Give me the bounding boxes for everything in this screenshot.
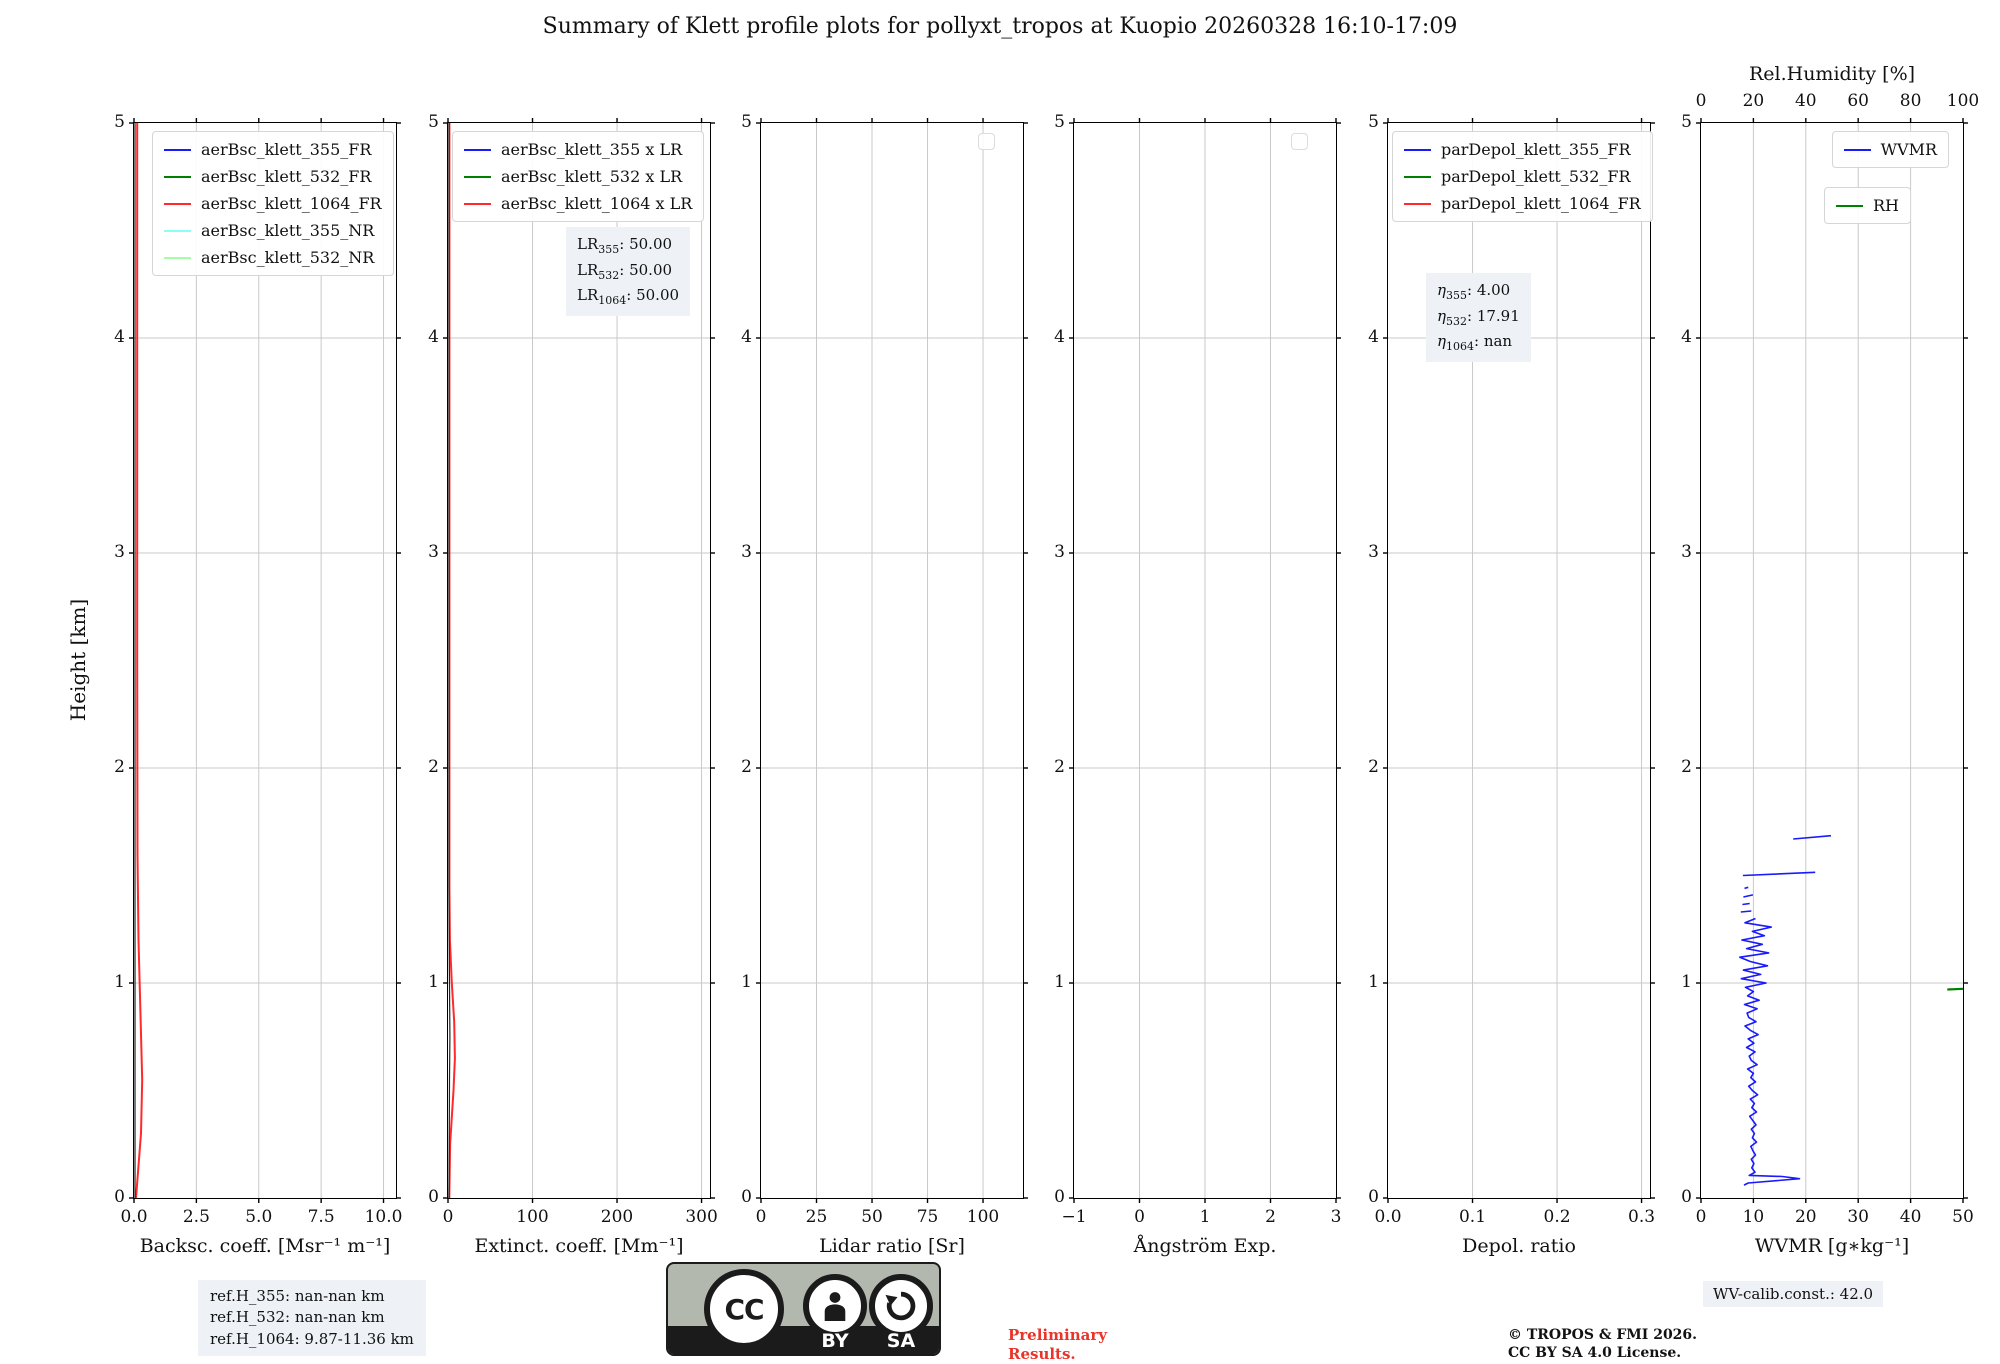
y-tick-label: 4 [114,327,125,347]
x-tick-label: 7.5 [307,1207,335,1227]
legend-item [464,140,692,159]
y-tick-label: 4 [1368,327,1379,347]
legend-label: aerBsc_klett_1064_FR [201,194,382,213]
plot-canvas-backscatter [134,123,396,1198]
annotation-box [1426,273,1531,362]
plot-canvas-wvmr [1701,123,1963,1198]
x-tick-label: 1 [1199,1207,1211,1227]
top-axis-tick-label: 20 [1742,91,1765,111]
cc-by-label: BY [821,1330,849,1352]
legend-label: aerBsc_klett_355_NR [201,221,375,240]
legend-item [1844,140,1937,159]
series-aerBsc_klett_1064_FR [136,123,142,1198]
y-tick-label: 4 [1054,327,1065,347]
legend-item [1404,194,1641,213]
legend-item [164,140,382,159]
x-axis-label: WVMR [g∗kg⁻¹] [1754,1235,1910,1257]
wv-calibration-annotation: WV-calib.const.: 42.0 [1703,1281,1883,1307]
y-tick-label: 3 [1054,542,1065,562]
plot-backscatter [114,112,403,1257]
legend-line-swatch [1404,149,1431,151]
x-tick-label: 40 [1899,1207,1922,1227]
x-tick-label: 0.2 [1543,1207,1571,1227]
x-tick-label: 300 [685,1207,718,1227]
person-icon [816,1287,854,1325]
legend-label: WVMR [1880,140,1937,159]
series-WVMR [1741,911,1752,912]
legend-line-swatch [464,149,491,151]
legend-label: RH [1873,196,1899,215]
x-tick-label: 75 [916,1207,939,1227]
annotation-line: $LR_{355}$: 50.00 [577,235,673,256]
plot-canvas-angstrom [1074,123,1336,1198]
legend-item [464,167,692,186]
x-axis-label: Backsc. coeff. [Msr⁻¹ m⁻¹] [139,1235,391,1257]
x-tick-label: 0.3 [1628,1207,1656,1227]
y-tick-label: 5 [1681,112,1692,132]
y-tick-label: 2 [428,757,439,777]
copyright-line-1: © TROPOS & FMI 2026. [1508,1327,1698,1343]
legend [1392,131,1653,222]
legend-label: aerBsc_klett_355_FR [201,140,372,159]
legend-label: parDepol_klett_355_FR [1441,140,1631,159]
x-tick-label: 5.0 [245,1207,273,1227]
legend-item [464,194,692,213]
plot-wvmr [1681,63,1980,1257]
x-axis-label: Lidar ratio [Sr] [819,1235,965,1257]
top-axis-tick-label: 40 [1794,91,1817,111]
legend-line-swatch [1836,205,1863,207]
legend-line-swatch [464,176,491,178]
y-tick-label: 0 [741,1187,752,1207]
y-tick-label: 2 [1054,757,1065,777]
copyright-line-2: CC BY SA 4.0 License. [1508,1345,1682,1362]
legend-item [1836,196,1899,215]
y-tick-label: 0 [428,1187,439,1207]
legend-line-swatch [1404,203,1431,205]
legend-item [164,167,382,186]
cc-by-sa-badge [666,1262,941,1356]
legend-item [164,194,382,213]
top-axis-tick-label: 60 [1847,91,1870,111]
x-tick-label: 0 [442,1207,454,1227]
legend [1832,131,1949,168]
series-WVMR [1745,887,1749,888]
y-tick-label: 5 [1368,112,1379,132]
x-tick-label: 100 [966,1207,1000,1227]
y-tick-label: 1 [1681,972,1692,992]
annotation-line: $LR_{532}$: 50.00 [577,260,673,282]
x-tick-label: 0.0 [1374,1207,1402,1227]
y-tick-label: 2 [1368,757,1379,777]
y-tick-label: 1 [1054,972,1065,992]
plot-depol-ratio [1368,112,1656,1257]
x-tick-label: 0 [1134,1207,1145,1227]
annotation-line: $\eta_{355}$: 4.00 [1437,281,1511,302]
share-alike-icon [882,1287,920,1325]
series-WVMR [1743,895,1753,897]
x-axis-label: Depol. ratio [1462,1235,1576,1257]
x-tick-label: 20 [1794,1207,1817,1227]
y-tick-label: 3 [114,542,125,562]
legend [452,131,704,222]
annotation-line: $\eta_{1064}$: nan [1437,332,1513,353]
empty-legend [978,133,995,150]
y-tick-label: 1 [114,972,125,992]
plot-canvas-lidar_ratio [761,123,1023,1198]
legend-line-swatch [164,257,191,259]
legend-line-swatch [1404,176,1431,178]
x-tick-label: 50 [1952,1207,1974,1227]
legend-line-swatch [164,176,191,178]
top-axis-tick-label: 80 [1899,91,1922,111]
refh-532: ref.H_532: nan-nan km [210,1308,385,1327]
legend-line-swatch [464,203,491,205]
x-tick-label: 3 [1330,1207,1342,1227]
y-tick-label: 0 [1368,1187,1379,1207]
x-tick-label: 0.0 [120,1207,148,1227]
y-tick-label: 0 [1681,1187,1692,1207]
cc-sa-arrow-icon [869,1274,933,1338]
y-tick-label: 4 [428,327,439,347]
annotation-line: $LR_{1064}$: 50.00 [577,286,680,307]
x-tick-label: 10 [1742,1207,1765,1227]
legend-label: aerBsc_klett_532_NR [201,248,375,267]
series-RH [1947,989,1963,990]
x-tick-label: 30 [1847,1207,1870,1227]
legend-item [1404,167,1641,186]
series-WVMR [1793,836,1831,839]
empty-legend [1291,133,1308,150]
preliminary-line-1: Preliminary [1008,1326,1107,1344]
reference-height-annotation [198,1280,426,1356]
cc-icon [704,1269,784,1349]
legend-label: aerBsc_klett_532 x LR [501,167,683,186]
x-axis-label: Ångström Exp. [1133,1235,1277,1257]
y-tick-label: 3 [1368,542,1379,562]
legend-line-swatch [1844,149,1871,151]
legend-item [1404,140,1641,159]
x-tick-label: 10.0 [364,1207,403,1227]
legend [152,131,394,276]
y-tick-label: 3 [428,542,439,562]
y-tick-label: 0 [114,1187,125,1207]
x-tick-label: 200 [600,1207,634,1227]
legend-item [164,248,382,267]
y-tick-label: 1 [741,972,752,992]
y-tick-label: 5 [428,112,439,132]
y-tick-label: 3 [1681,542,1692,562]
plot-angstrom [1054,112,1342,1257]
y-tick-label: 2 [114,757,125,777]
y-tick-label: 1 [428,972,439,992]
cc-sa-label: SA [886,1330,916,1352]
x-tick-label: 0 [1695,1207,1707,1227]
x-tick-label: 50 [861,1207,883,1227]
x-tick-label: 25 [805,1207,828,1227]
legend [1824,187,1911,224]
y-tick-label: 0 [1054,1187,1065,1207]
x-tick-label: 100 [516,1207,549,1227]
y-tick-label: 4 [1681,327,1692,347]
y-tick-label: 2 [741,757,752,777]
series-WVMR [1740,919,1800,1186]
legend-line-swatch [164,230,191,232]
legend-label: parDepol_klett_532_FR [1441,167,1631,186]
refh-1064: ref.H_1064: 9.87-11.36 km [210,1329,414,1348]
plot-lidar-ratio [741,112,1024,1257]
annotation-box [566,227,690,316]
y-tick-label: 5 [741,112,752,132]
plot-extinction [428,112,718,1257]
legend-item [164,221,382,240]
annotation-line: $\eta_{532}$: 17.91 [1437,306,1520,328]
top-axis-label: Rel.Humidity [%] [1748,63,1916,85]
preliminary-results-note [1008,1326,1107,1364]
legend-label: aerBsc_klett_1064 x LR [501,194,693,213]
y-tick-label: 4 [741,327,752,347]
x-tick-label: 0.1 [1458,1207,1487,1227]
x-tick-label: 2.5 [182,1207,210,1227]
y-axis-label: Height [km] [66,598,90,722]
preliminary-line-2: Results. [1008,1344,1076,1363]
y-tick-label: 5 [114,112,125,132]
x-tick-label: −1 [1061,1207,1087,1227]
legend-label: aerBsc_klett_355 x LR [501,140,683,159]
y-tick-label: 3 [741,542,752,562]
legend-line-swatch [164,149,191,151]
refh-355: ref.H_355: nan-nan km [210,1287,385,1305]
series-WVMR [1742,904,1749,905]
y-tick-label: 1 [1368,972,1379,992]
y-tick-label: 2 [1681,757,1692,777]
figure-title: Summary of Klett profile plots for pollyxt_tropos at Kuopio 20260328 16:10-17:09 [542,14,1458,39]
legend-label: aerBsc_klett_532_FR [201,167,372,186]
x-tick-label: 0 [755,1207,767,1227]
top-axis-tick-label: 0 [1695,91,1707,111]
legend-line-swatch [164,203,191,205]
y-tick-label: 5 [1054,112,1065,132]
top-axis-tick-label: 100 [1946,91,1980,111]
copyright-note [1508,1326,1697,1362]
x-tick-label: 2 [1265,1207,1276,1227]
x-axis-label: Extinct. coeff. [Mm⁻¹] [474,1235,684,1257]
cc-by-person-icon [803,1274,867,1338]
cc-text: CC [724,1292,764,1326]
legend-label: parDepol_klett_1064_FR [1441,194,1641,213]
